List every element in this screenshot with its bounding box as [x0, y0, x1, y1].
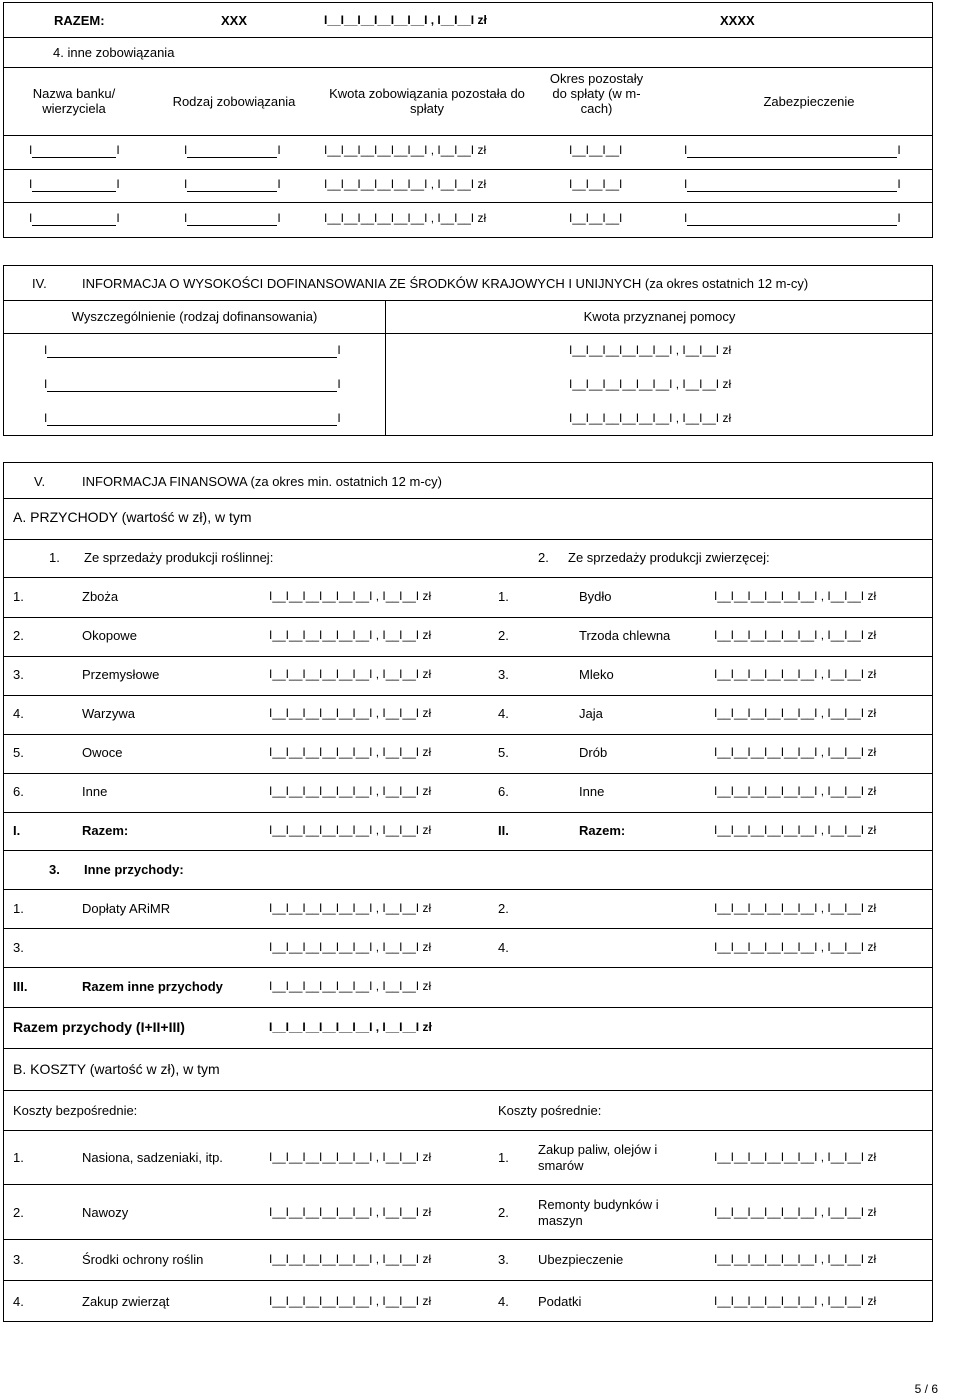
amount-field[interactable]: I__I__I__I__I__I__I , I__I__I zł [714, 706, 877, 720]
amount-field[interactable]: I__I__I__I__I__I__I , I__I__I zł [714, 940, 877, 954]
row-label: Jaja [579, 706, 603, 721]
amount-field[interactable]: I__I__I__I__I__I__I , I__I__I zł [714, 589, 877, 603]
period-field[interactable]: I__I__I__I [569, 177, 623, 191]
divider [4, 1280, 932, 1281]
divider [4, 928, 932, 929]
amount-field[interactable]: I__I__I__I__I__I__I , I__I__I zł [269, 667, 432, 681]
row-number: 5. [13, 745, 24, 760]
amount-field[interactable]: I__I__I__I__I__I__I , I__I__I zł [269, 823, 432, 837]
section-4-title: 4. inne zobowiązania [53, 45, 175, 60]
row-label: maszyn [538, 1213, 583, 1228]
table-row [4, 211, 932, 231]
row-number: 1. [498, 1150, 509, 1165]
amount-field[interactable]: I__I__I__I__I__I__I , I__I__I zł [269, 1294, 432, 1308]
amount-field[interactable]: I__I__I__I__I__I__I , I__I__I zł [714, 745, 877, 759]
funding-type-field[interactable]: I I [44, 377, 341, 391]
row-label: Dopłaty ARiMR [82, 901, 171, 916]
row-label: Owoce [82, 745, 123, 760]
amount-field[interactable]: I__I__I__I__I__I__I , I__I__I zł [324, 211, 487, 225]
row-label: Zakup zwierząt [82, 1294, 170, 1309]
amount-field[interactable]: I__I__I__I__I__I__I , I__I__I zł [269, 979, 432, 993]
row-number: 2. [498, 901, 509, 916]
funding-amount-field[interactable]: I__I__I__I__I__I__I , I__I__I zł [569, 343, 732, 357]
type-field[interactable]: I I [184, 177, 281, 191]
section-iv-number: IV. [32, 276, 47, 291]
divider [4, 656, 932, 657]
amount-field[interactable]: I__I__I__I__I__I__I , I__I__I zł [269, 1150, 432, 1164]
divider [4, 812, 932, 813]
total-revenue-label: Razem przychody (I+II+III) [13, 1019, 185, 1035]
row-number: 1. [13, 1150, 24, 1165]
row-label: Bydło [579, 589, 612, 604]
table-row [4, 143, 932, 163]
amount-field[interactable]: I__I__I__I__I__I__I , I__I__I zł [269, 706, 432, 720]
row-number: 5. [498, 745, 509, 760]
divider [4, 135, 932, 136]
collateral-field[interactable]: I I [684, 143, 901, 157]
row-label: Razem: [82, 823, 129, 838]
row-label: Zboża [82, 589, 119, 604]
section-iv-title: INFORMACJA O WYSOKOŚCI DOFINANSOWANIA ZE ŚRODKÓW KRAJOWYCH I UNIJNYCH (za okres ostatnich 12 m-cy) [82, 276, 809, 291]
animal-sales-heading: Ze sprzedaży produkcji zwierzęcej: [568, 550, 770, 565]
row-number: 6. [498, 784, 509, 799]
page-number: 5 / 6 [914, 1382, 938, 1396]
row-label: Drób [579, 745, 608, 760]
row-number: 3. [13, 1252, 24, 1267]
amount-field[interactable]: I__I__I__I__I__I__I , I__I__I zł [714, 1150, 877, 1164]
period-field[interactable]: I__I__I__I [569, 143, 623, 157]
row-number: 4. [13, 706, 24, 721]
row-label: Razem: [579, 823, 626, 838]
amount-field[interactable]: I__I__I__I__I__I__I , I__I__I zł [714, 1294, 877, 1308]
bank-field[interactable]: I I [29, 143, 120, 157]
bank-field[interactable]: I I [29, 211, 120, 225]
row-label: Nawozy [82, 1205, 129, 1220]
row-label: Remonty budynków i [538, 1197, 659, 1212]
row-label: Nasiona, sadzeniaki, itp. [82, 1150, 223, 1165]
row-label: Środki ochrony roślin [82, 1252, 204, 1267]
divider [4, 37, 932, 38]
row-number: 3. [13, 940, 24, 955]
row-number: 1. [13, 901, 24, 916]
divider [4, 850, 932, 851]
amount-field[interactable]: I__I__I__I__I__I__I , I__I__I zł [714, 628, 877, 642]
col-header-funding-amount: Kwota przyznanej pomocy [583, 309, 736, 324]
divider [4, 498, 932, 499]
row-number: 2. [13, 1205, 24, 1220]
divider [4, 1239, 932, 1240]
collateral-field[interactable]: I I [684, 211, 901, 225]
amount-field[interactable]: I__I__I__I__I__I__I , I__I__I zł [714, 901, 877, 915]
col-header-collateral: Zabezpieczenie [763, 94, 855, 109]
amount-field[interactable]: I__I__I__I__I__I__I , I__I__I zł [714, 784, 877, 798]
row-number: I. [13, 823, 21, 838]
collateral-field[interactable]: I I [684, 177, 901, 191]
plant-sales-heading: Ze sprzedaży produkcji roślinnej: [84, 550, 274, 565]
row-label: Zakup paliw, olejów i [538, 1142, 658, 1157]
divider [4, 1130, 932, 1131]
section-v-number: V. [34, 474, 46, 489]
type-field[interactable]: I I [184, 211, 281, 225]
financial-info-table [3, 462, 933, 1322]
divider [4, 169, 932, 170]
amount-field[interactable]: I__I__I__I__I__I__I , I__I__I zł [714, 1205, 877, 1219]
divider [4, 67, 932, 68]
direct-costs-heading: Koszty bezpośrednie: [13, 1103, 138, 1118]
bank-field[interactable]: I I [29, 177, 120, 191]
funding-amount-field[interactable]: I__I__I__I__I__I__I , I__I__I zł [569, 377, 732, 391]
divider [4, 577, 932, 578]
row-label: Trzoda chlewna [579, 628, 671, 643]
row-number: 2. [498, 1205, 509, 1220]
col-header-amount: Kwota zobowiązania pozostała do spłaty [329, 86, 525, 116]
other-revenue-heading: Inne przychody: [84, 862, 184, 877]
divider [4, 333, 932, 334]
divider [4, 202, 932, 203]
row-number: 6. [13, 784, 24, 799]
section-v-title: INFORMACJA FINANSOWA (za okres min. ostatnich 12 m-cy) [82, 474, 442, 489]
animal-sales-number: 2. [538, 550, 549, 565]
period-field[interactable]: I__I__I__I [569, 211, 623, 225]
row-label: smarów [538, 1158, 584, 1173]
divider [4, 1048, 932, 1049]
amount-field[interactable]: I__I__I__I__I__I__I , I__I__I zł [269, 901, 432, 915]
table-row [4, 177, 932, 197]
row-label: Inne [579, 784, 605, 799]
divider [4, 967, 932, 968]
indirect-costs-heading: Koszty pośrednie: [498, 1103, 602, 1118]
divider [4, 773, 932, 774]
row-number: 1. [498, 589, 509, 604]
row-label: Razem inne przychody [82, 979, 223, 994]
divider [4, 1090, 932, 1091]
costs-title: B. KOSZTY (wartość w zł), w tym [13, 1061, 220, 1077]
funding-type-field[interactable]: I I [44, 343, 341, 357]
divider [4, 1184, 932, 1185]
divider [4, 734, 932, 735]
total-revenue-field[interactable]: I__I__I__I__I__I__I , I__I__I zł [269, 1020, 432, 1034]
col-header-bank: Nazwa banku/ wierzyciela [32, 86, 116, 116]
amount-field[interactable]: I__I__I__I__I__I__I , I__I__I zł [714, 823, 877, 837]
row-label: Warzywa [82, 706, 135, 721]
amount-field[interactable]: I__I__I__I__I__I__I , I__I__I zł [714, 1252, 877, 1266]
liabilities-table [3, 2, 933, 238]
row-label: Mleko [579, 667, 614, 682]
col-header-funding-type: Wyszczególnienie (rodzaj dofinansowania) [71, 309, 318, 324]
divider [4, 695, 932, 696]
amount-field[interactable]: I__I__I__I__I__I__I , I__I__I zł [269, 628, 432, 642]
amount-field[interactable]: I__I__I__I__I__I__I , I__I__I zł [269, 940, 432, 954]
revenue-title: A. PRZYCHODY (wartość w zł), w tym [13, 509, 252, 525]
amount-field[interactable]: I__I__I__I__I__I__I , I__I__I zł [269, 784, 432, 798]
amount-field[interactable]: I__I__I__I__I__I__I , I__I__I zł [714, 667, 877, 681]
row-number: III. [13, 979, 28, 994]
row-label: Inne [82, 784, 108, 799]
amount-field[interactable]: I__I__I__I__I__I__I , I__I__I zł [269, 1205, 432, 1219]
amount-field[interactable]: I__I__I__I__I__I__I , I__I__I zł [324, 177, 487, 191]
row-number: II. [498, 823, 509, 838]
funding-amount-field[interactable]: I__I__I__I__I__I__I , I__I__I zł [569, 411, 732, 425]
razem-xxx: XXX [221, 13, 248, 28]
row-number: 2. [13, 628, 24, 643]
razem-xxxx: XXXX [720, 13, 755, 28]
amount-field[interactable]: I__I__I__I__I__I__I , I__I__I zł [269, 1252, 432, 1266]
col-header-period: Okres pozostały do spłaty (w m-cach) [549, 71, 644, 116]
row-label: Okopowe [82, 628, 137, 643]
row-number: 2. [498, 628, 509, 643]
row-label: Ubezpieczenie [538, 1252, 624, 1267]
row-number: 3. [498, 667, 509, 682]
type-field[interactable]: I I [184, 143, 281, 157]
other-revenue-number: 3. [49, 862, 60, 877]
row-number: 1. [13, 589, 24, 604]
razem-label: RAZEM: [54, 13, 105, 28]
divider [4, 539, 932, 540]
divider [4, 300, 932, 301]
amount-field[interactable]: I__I__I__I__I__I__I , I__I__I zł [269, 589, 432, 603]
row-number: 3. [13, 667, 24, 682]
row-number: 4. [498, 940, 509, 955]
divider [4, 1007, 932, 1008]
funding-type-field[interactable]: I I [44, 411, 341, 425]
row-label: Przemysłowe [82, 667, 160, 682]
plant-sales-number: 1. [49, 550, 60, 565]
row-number: 4. [498, 1294, 509, 1309]
col-header-type: Rodzaj zobowiązania [172, 94, 296, 109]
razem-amount-field[interactable]: I__I__I__I__I__I__I , I__I__I zł [324, 13, 487, 27]
row-number: 3. [498, 1252, 509, 1267]
amount-field[interactable]: I__I__I__I__I__I__I , I__I__I zł [324, 143, 487, 157]
funding-table [3, 265, 933, 436]
row-number: 4. [498, 706, 509, 721]
amount-field[interactable]: I__I__I__I__I__I__I , I__I__I zł [269, 745, 432, 759]
row-label: Podatki [538, 1294, 582, 1309]
row-number: 4. [13, 1294, 24, 1309]
divider [4, 617, 932, 618]
divider [4, 889, 932, 890]
